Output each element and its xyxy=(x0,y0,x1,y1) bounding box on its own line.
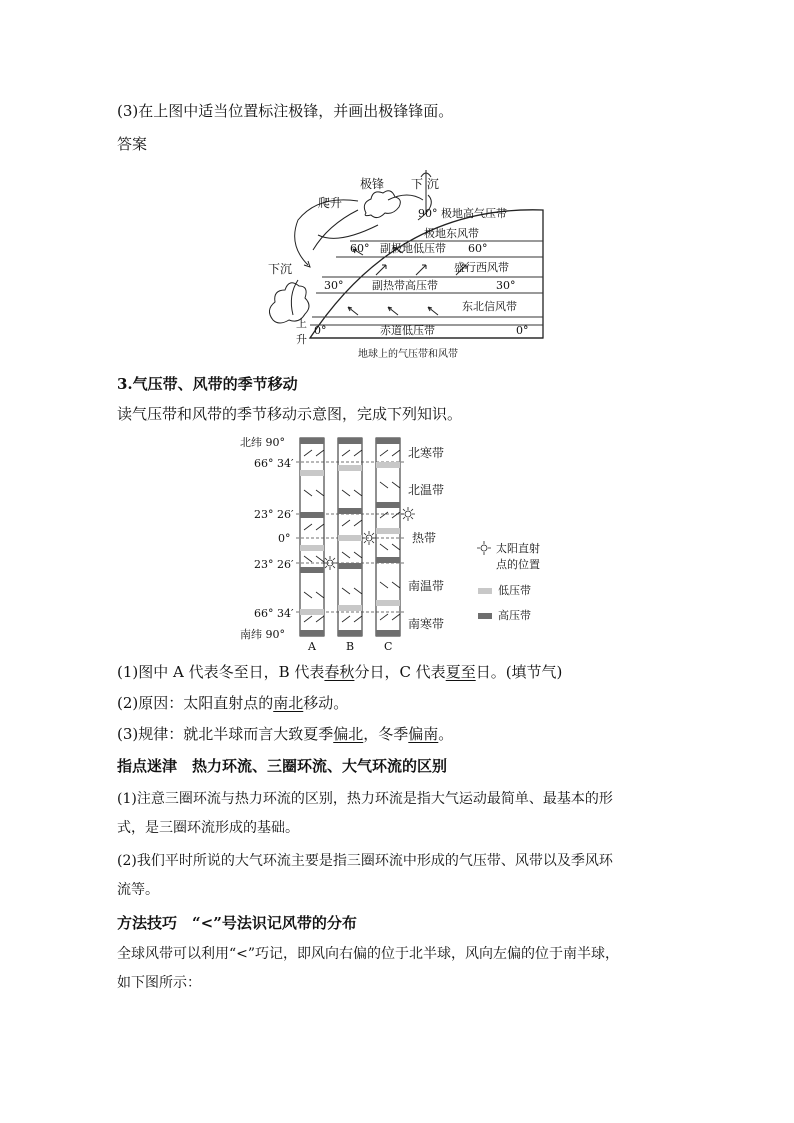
label-rise-2: 升 xyxy=(296,333,307,346)
legend-sun-icon xyxy=(477,541,491,555)
question-3: (3)在上图中适当位置标注极锋，并画出极锋锋面。 xyxy=(117,102,454,120)
zone-north-temperate: 北温带 xyxy=(408,483,445,497)
section-3-title: 3.气压带、风带的季节移动 xyxy=(117,375,298,393)
lat-label-s23: 23° 26′ xyxy=(254,558,294,571)
lat-label-n90: 北纬 90° xyxy=(240,436,285,449)
label-rise-1: 上 xyxy=(296,317,307,330)
section-3-intro: 读气压带和风带的季节移动示意图，完成下列知识。 xyxy=(117,405,463,423)
label-sink-left: 下沉 xyxy=(268,262,293,276)
zone-south-temperate: 南温带 xyxy=(408,579,445,593)
legend-high-label: 高压带 xyxy=(498,609,531,622)
front-cloud-icon xyxy=(364,191,400,218)
answer-3: (3)规律：就北半球而言大致夏季偏北，冬季偏南。 xyxy=(117,725,454,743)
method-line-2: 如下图所示： xyxy=(117,975,201,991)
answer-2: (2)原因：太阳直射点的南北移动。 xyxy=(117,694,349,712)
label-ne-trades: 东北信风带 xyxy=(462,300,517,313)
legend-sun-line2: 点的位置 xyxy=(496,558,540,571)
label-thirty-right: 30° xyxy=(496,279,516,292)
legend-low-label: 低压带 xyxy=(498,584,531,597)
label-sixty-right: 60° xyxy=(468,242,488,255)
method-title: 方法技巧 “<”号法识记风带的分布 xyxy=(117,914,357,932)
sun-marker-c xyxy=(401,507,415,521)
label-polar-front: 极锋 xyxy=(360,177,385,191)
lat-label-s66: 66° 34′ xyxy=(254,607,294,620)
sun-marker-a xyxy=(323,556,337,570)
col-label-b: B xyxy=(346,640,355,653)
tip-2-line-2: 流等。 xyxy=(117,882,159,898)
tip-2-line-1: (2)我们平时所说的大气环流主要是指三圈环流中形成的气压带、风带以及季风环 xyxy=(117,853,613,869)
method-line-1: 全球风带可以利用“<”巧记，即风向右偏的位于北半球，风向左偏的位于南半球， xyxy=(117,946,620,962)
lat-label-s90: 南纬 90° xyxy=(240,628,285,641)
label-subtrop-high: 副热带高压带 xyxy=(372,279,438,292)
lat-label-0: 0° xyxy=(278,532,291,545)
tip-1-line-2: 式，是三圈环流形成的基础。 xyxy=(117,820,299,836)
legend-high-swatch xyxy=(478,613,492,619)
fig1-caption: 地球上的气压带和风带 xyxy=(358,349,458,360)
label-polar-east: 极地东风带 xyxy=(424,227,479,240)
label-climb: 爬升 xyxy=(318,196,343,210)
lat-label-n66: 66° 34′ xyxy=(254,457,294,470)
zone-south-frigid: 南寒带 xyxy=(408,617,445,631)
seasonal-shift-diagram xyxy=(238,432,558,654)
label-sink-top: 下 沉 xyxy=(411,177,439,191)
label-zero-left: 0° xyxy=(314,324,327,337)
zone-north-frigid: 北寒带 xyxy=(408,446,445,460)
answer-label: 答案 xyxy=(117,135,148,153)
label-polar-high: 90° 极地高气压带 xyxy=(418,207,507,220)
label-zero-right: 0° xyxy=(516,324,529,337)
label-equator-low: 赤道低压带 xyxy=(380,324,435,337)
col-label-a: A xyxy=(308,640,316,653)
legend-low-swatch xyxy=(478,588,492,594)
tip-title: 指点迷津 热力环流、三圈环流、大气环流的区别 xyxy=(117,757,448,775)
tip-1-line-1: (1)注意三圈环流与热力环流的区别，热力环流是指大气运动最简单、最基本的形 xyxy=(117,791,613,807)
legend-sun-line1: 太阳直射 xyxy=(496,542,540,555)
label-subpolar-low: 副极地低压带 xyxy=(380,242,446,255)
pressure-wind-belt-diagram xyxy=(258,165,548,365)
label-westerlies: 盛行西风带 xyxy=(454,261,509,274)
label-thirty-left: 30° xyxy=(324,279,344,292)
answer-1: (1)图中 A 代表冬至日，B 代表春秋分日，C 代表夏至日。(填节气) xyxy=(117,663,563,681)
lat-label-n23: 23° 26′ xyxy=(254,508,294,521)
col-label-c: C xyxy=(384,640,393,653)
label-sixty-left: 60° xyxy=(350,242,370,255)
zone-tropics: 热带 xyxy=(412,531,437,545)
